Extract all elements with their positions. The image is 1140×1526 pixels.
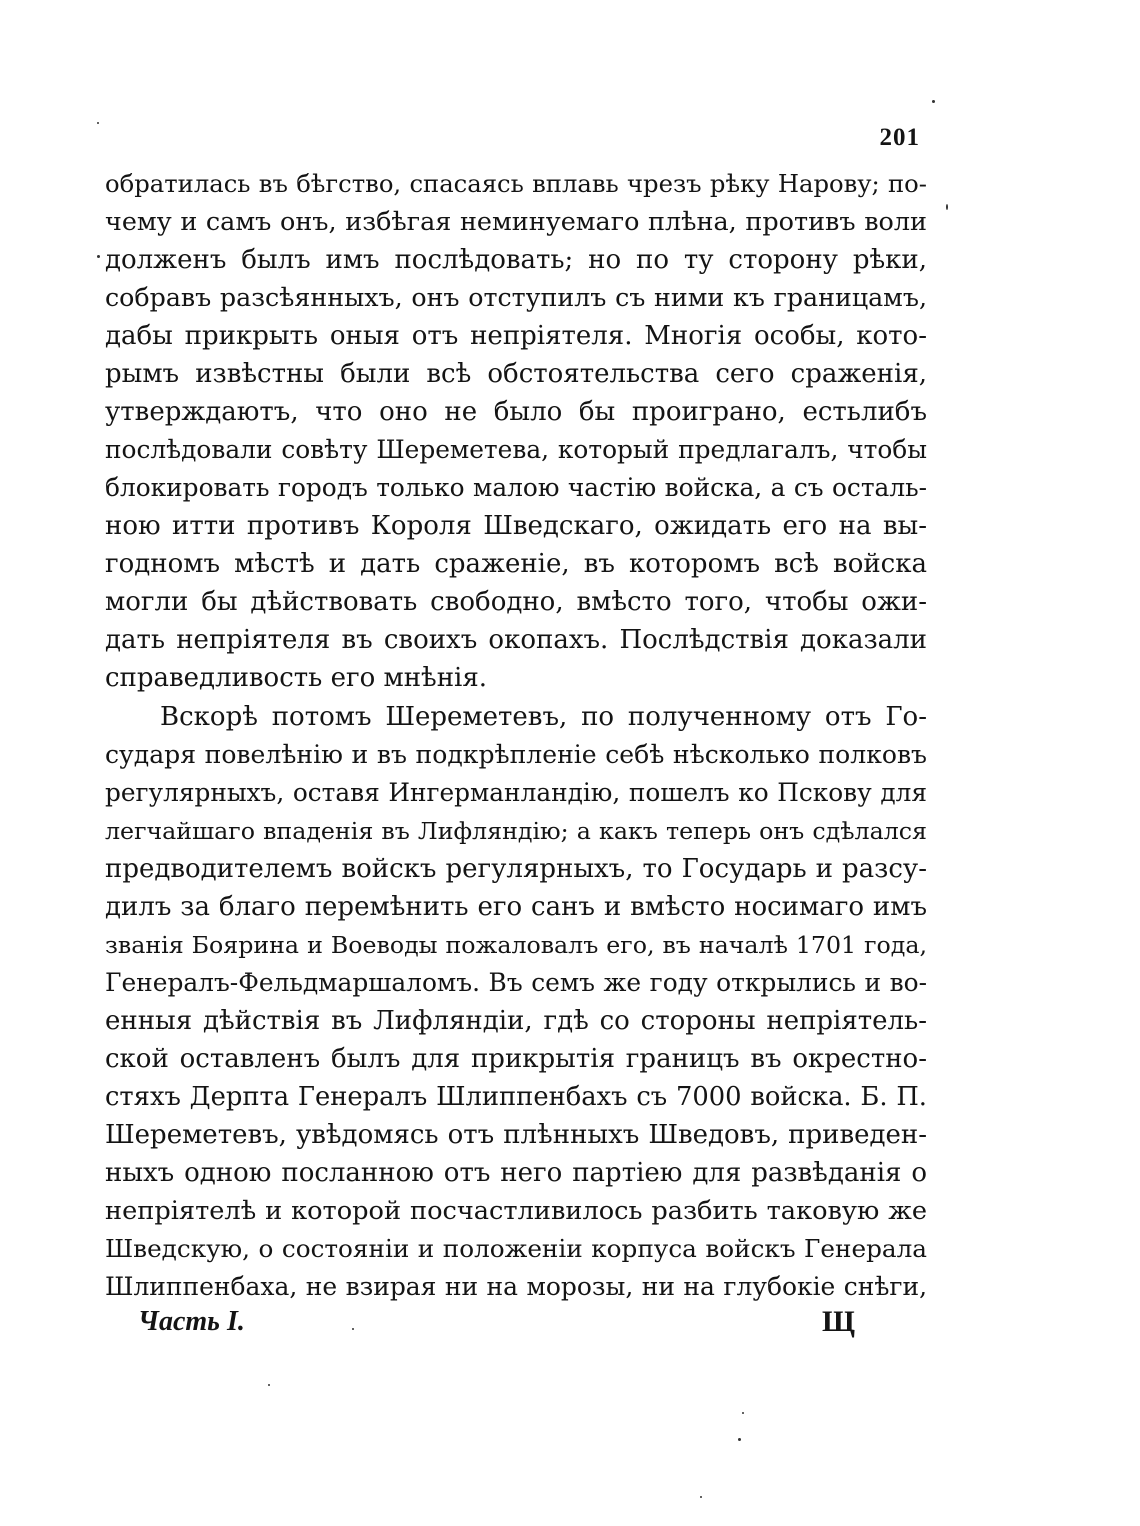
text-line: дабы прикрыть оныя отъ непріятеля. Многія особы, кото- (105, 321, 927, 351)
page-number: 201 (879, 124, 920, 151)
text-line: послѣдовали совѣту Шереметева, который предлагалъ, чтобы (105, 435, 927, 464)
text-line: обратилась въ бѣгство, спасаясь вплавь чрезъ рѣку Нарову; по- (105, 169, 927, 198)
ink-speck (97, 255, 100, 258)
ink-speck (738, 1438, 741, 1441)
text-line: ною итти противъ Короля Шведскаго, ожидать его на вы- (105, 511, 927, 541)
text-line: сударя повелѣнію и въ подкрѣпленіе себѣ нѣсколько полковъ (105, 740, 927, 769)
ink-speck (352, 1328, 354, 1330)
text-line: утверждаютъ, что оно не было бы проиграно, естьлибъ (105, 397, 927, 427)
text-line: годномъ мѣстѣ и дать сраженіе, въ которомъ всѣ войска (105, 549, 927, 579)
text-line: непріятелѣ и которой посчастливилось разбить таковую же (105, 1196, 927, 1226)
text-line: собравъ разсѣянныхъ, онъ отступилъ съ ними къ границамъ, (105, 283, 927, 312)
text-line: енныя дѣйствія въ Лифляндіи, гдѣ со стороны непріятель- (105, 1006, 927, 1036)
text-line: регулярныхъ, оставя Ингерманландію, пошелъ ко Пскову для (105, 778, 927, 807)
text-line: рымъ извѣстны были всѣ обстоятельства сего сраженія, (105, 359, 927, 389)
text-line: предводителемъ войскъ регулярныхъ, то Государь и разсу- (105, 854, 927, 884)
signature-mark: Часть I. (138, 1306, 245, 1337)
text-line: блокировать городъ только малою частію войска, а съ осталь- (105, 473, 927, 502)
text-line: справедливость его мнѣнія. (105, 663, 488, 693)
text-line: могли бы дѣйствовать свободно, вмѣсто того, чтобы ожи- (105, 587, 927, 617)
text-line: чему и самъ онъ, избѣгая неминуемаго плѣна, противъ воли (105, 207, 927, 237)
text-line: легчайшаго впаденія въ Лифляндію; а какъ теперь онъ сдѣлался (105, 817, 927, 845)
ink-speck (700, 1496, 702, 1498)
text-line: Шереметевъ, увѣдомясь отъ плѣнныхъ Шведовъ, приведен- (105, 1120, 927, 1150)
text-line: дилъ за благо перемѣнить его санъ и вмѣсто носимаго имъ (105, 892, 927, 922)
text-line: ныхъ одною посланною отъ него партіею для развѣданія о (105, 1158, 927, 1188)
text-line: ской оставленъ былъ для прикрытія границъ въ окрестно- (105, 1044, 927, 1074)
text-line: Генералъ-Фельдмаршаломъ. Въ семъ же году открылись и во- (105, 968, 927, 997)
catchword: Щ (822, 1305, 855, 1338)
ink-speck (932, 100, 935, 103)
ink-speck (742, 1412, 744, 1414)
text-line: званія Боярина и Воеводы пожаловалъ его, въ началѣ 1701 года, (105, 931, 927, 959)
ink-speck (946, 204, 948, 210)
text-line: Шведскую, о состояніи и положеніи корпуса войскъ Генерала (105, 1234, 927, 1263)
text-line: Шлиппенбаха, не взирая ни на морозы, ни на глубокіе снѣги, (105, 1272, 927, 1301)
ink-speck (97, 122, 99, 124)
text-line: Вскорѣ потомъ Шереметевъ, по полученному отъ Го- (160, 702, 927, 732)
text-line: стяхъ Дерпта Генералъ Шлиппенбахъ съ 7000 войска. Б. П. (105, 1082, 927, 1112)
text-line: долженъ былъ имъ послѣдовать; но по ту сторону рѣки, (105, 245, 927, 275)
text-line: дать непріятеля въ своихъ окопахъ. Послѣдствія доказали (105, 625, 927, 655)
ink-speck (268, 1384, 270, 1386)
